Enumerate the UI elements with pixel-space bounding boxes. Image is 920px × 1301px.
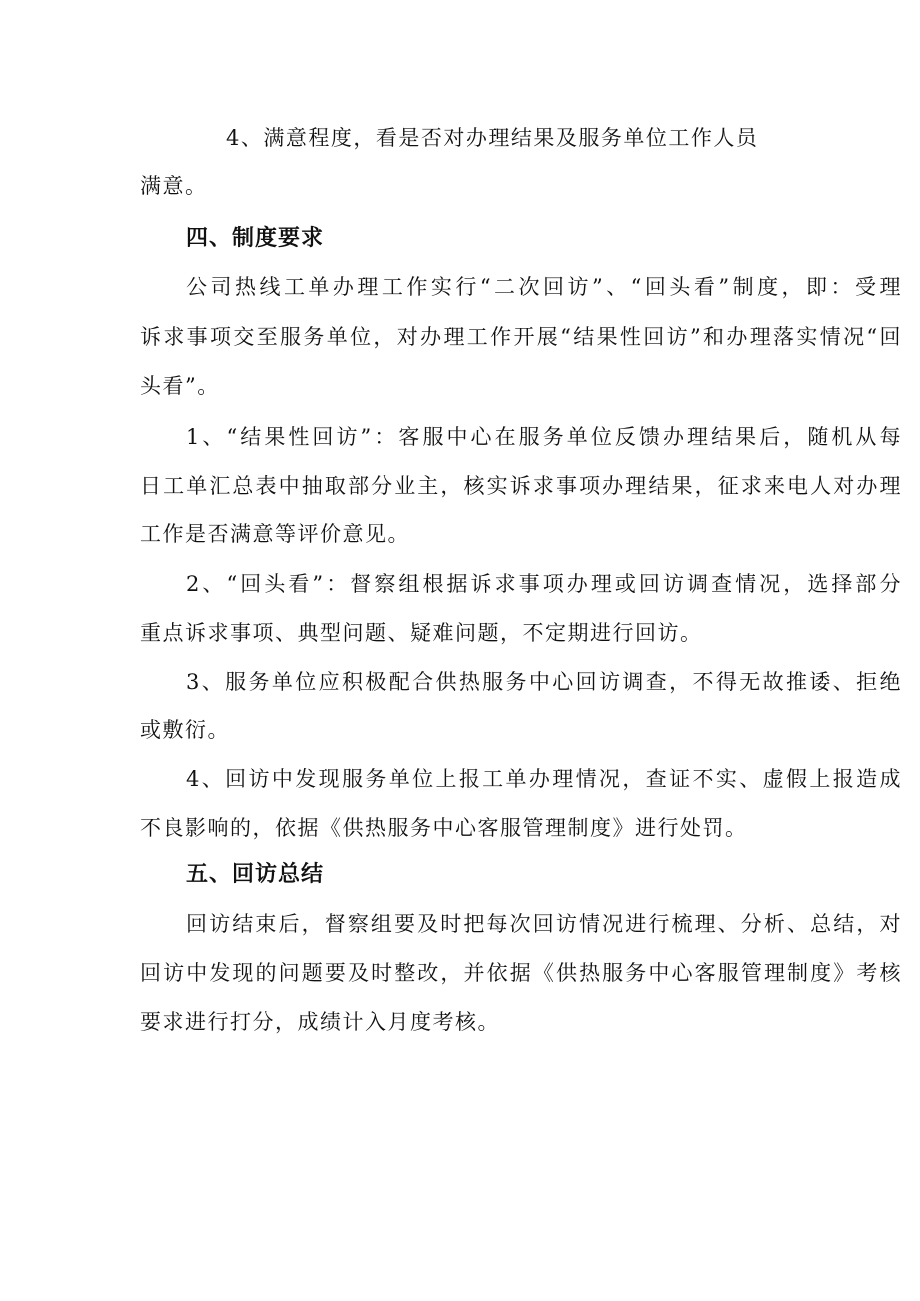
section-5-line-2: 回访中发现的问题要及时整改，并依据《供热服务中心客服管理制度》考核 [140, 961, 902, 985]
section-5-line-1: 回访结束后，督察组要及时把每次回访情况进行梳理、分析、总结，对 [186, 912, 902, 936]
section-4-item-2-line-1: 2、“回头看”：督察组根据诉求事项办理或回访调查情况，选择部分 [186, 572, 902, 596]
section-4-item-1-line-2: 日工单汇总表中抽取部分业主，核实诉求事项办理结果，征求来电人对办理 [140, 474, 902, 498]
satisfaction-item-line-2: 满意。 [140, 174, 208, 198]
section-4-item-4-line-1: 4、回访中发现服务单位上报工单办理情况，查证不实、虚假上报造成 [186, 767, 902, 791]
satisfaction-item-line-1: 4、满意程度，看是否对办理结果及服务单位工作人员 [226, 126, 759, 150]
section-4-item-3-line-1: 3、服务单位应积极配合供热服务中心回访调查，不得无故推诿、拒绝 [186, 670, 902, 694]
section-4-heading: 四、制度要求 [186, 226, 325, 251]
section-4-item-1-line-3: 工作是否满意等评价意见。 [140, 522, 410, 546]
section-5-heading: 五、回访总结 [186, 862, 325, 887]
section-4-item-1-line-1: 1、“结果性回访”：客服中心在服务单位反馈办理结果后，随机从每 [186, 425, 902, 449]
section-4-intro-line-3: 头看”。 [140, 374, 220, 398]
section-4-intro-line-2: 诉求事项交至服务单位，对办理工作开展“结果性回访”和办理落实情况“回 [140, 325, 902, 349]
section-4-item-4-line-2: 不良影响的，依据《供热服务中心客服管理制度》进行处罚。 [140, 816, 748, 840]
section-5-line-3: 要求进行打分，成绩计入月度考核。 [140, 1010, 500, 1034]
section-4-intro-line-1: 公司热线工单办理工作实行“二次回访”、“回头看”制度，即：受理 [186, 275, 902, 299]
section-4-item-2-line-2: 重点诉求事项、典型问题、疑难问题，不定期进行回访。 [140, 621, 703, 645]
section-4-item-3-line-2: 或敷衍。 [140, 718, 230, 742]
